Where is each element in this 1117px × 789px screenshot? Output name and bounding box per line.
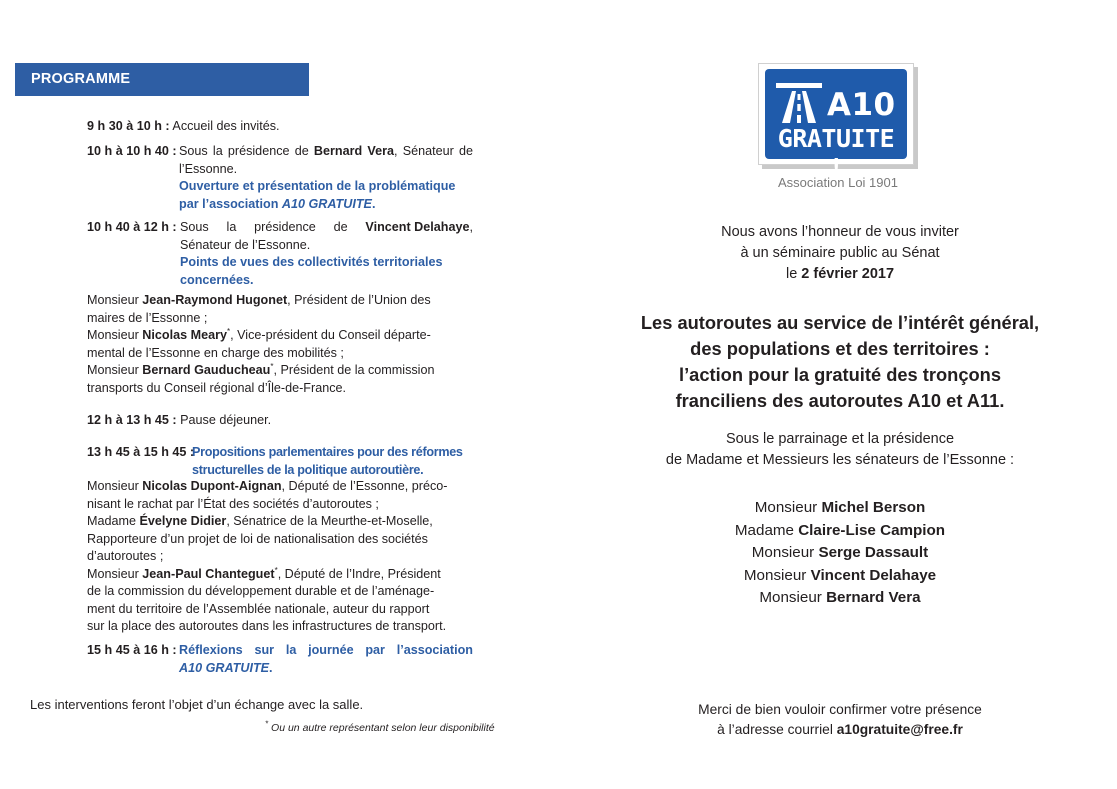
senator-item: Monsieur Bernard Vera bbox=[759, 589, 921, 606]
invitation-text: Nous avons l’honneur de vous inviter à un séminaire public au Sénat le 2 février 2017 bbox=[721, 224, 959, 282]
rsvp-text: Merci de bien vouloir confirmer votre présence à l’adresse courriel a10gratuite@free.fr bbox=[698, 702, 982, 737]
schedule-item-lunch: 12 h à 13 h 45 : Pause déjeuner. bbox=[87, 413, 272, 427]
senator-item: Monsieur Serge Dassault bbox=[751, 544, 929, 561]
schedule-item-opening: 10 h à 10 h 40 : Sous la présidence de Bernard Vera, Sénateur de l’Essonne. Ouverture et présentation de la problématique par l’association A10 GRATUITE. bbox=[87, 144, 474, 211]
speakers-group-2: Monsieur Nicolas Dupont-Aignan, Député de l’Essonne, préco- nisant le rachat par l’État des sociétés d’autoroutes ; Madame Évelyne Didier, Sénatrice de la Meurthe-et-Moselle, Rapporteure d’un projet de loi de nationalisation des sociétés d’autoroutes ; Monsieur Jean-Paul Chanteguet*, Député de l’Indre, Président de la commission du développement durable et de l’aménage- ment du territoire de l’Assemblée nationale, auteur du rapport sur la place des autoroutes dans les infrastructures de transport. bbox=[87, 479, 448, 633]
footnote: * Ou un autre représentant selon leur disponibilité bbox=[265, 719, 495, 734]
logo-line2: GRATUITE ! bbox=[777, 124, 895, 182]
schedule-item-parliamentary-proposals: 13 h 45 à 15 h 45 : Propositions parlementaires pour des réformes structurelles de la politique autoroutière. bbox=[87, 445, 463, 477]
senator-item: Monsieur Vincent Delahaye bbox=[743, 566, 937, 584]
association-subtitle: Association Loi 1901 bbox=[778, 175, 898, 190]
a10-gratuite-logo bbox=[758, 63, 914, 182]
seminar-title: Les autoroutes au service de l’intérêt général, des populations et des territoires : l’action pour la gratuité des tronçons franciliens des autoroutes A10 et A11. bbox=[640, 312, 1040, 411]
senator-item: Monsieur Michel Berson bbox=[754, 499, 926, 516]
schedule-item-local-authorities: 10 h 40 à 12 h : Sous la présidence de Vincent Delahaye, Sénateur de l’Essonne. Points de vues des collectivités territoriales concernées. bbox=[87, 220, 473, 287]
speakers-group-1: Monsieur Jean-Raymond Hugonet, Président de l’Union des maires de l’Essonne ; Monsieur Nicolas Meary*, Vice-président du Conseil départe- mental de l’Essonne en charge des mobilités ; Monsieur Bernard Gauducheau*, Président de la commission transports du Conseil régional d’Île-de-France. bbox=[87, 293, 435, 395]
rsvp-email: a10gratuite@free.fr bbox=[836, 721, 963, 737]
highway-icon bbox=[774, 79, 824, 123]
senator-item: Madame Claire-Lise Campion bbox=[734, 521, 946, 539]
programme-heading: PROGRAMME bbox=[31, 71, 131, 87]
senators-list bbox=[650, 497, 1030, 610]
schedule-item-reflections: 15 h 45 à 16 h : Réflexions sur la journée par l’association A10 GRATUITE. bbox=[87, 643, 473, 675]
exchange-note: Les interventions feront l’objet d’un échange avec la salle. bbox=[30, 697, 364, 712]
schedule-item-welcome: 9 h 30 à 10 h : Accueil des invités. bbox=[87, 119, 280, 133]
patronage-text: Sous le parrainage et la présidence de Madame et Messieurs les sénateurs de l’Essonne : bbox=[665, 431, 1015, 468]
programme-heading-bar bbox=[15, 63, 309, 96]
logo-line1: A10 bbox=[827, 87, 896, 123]
